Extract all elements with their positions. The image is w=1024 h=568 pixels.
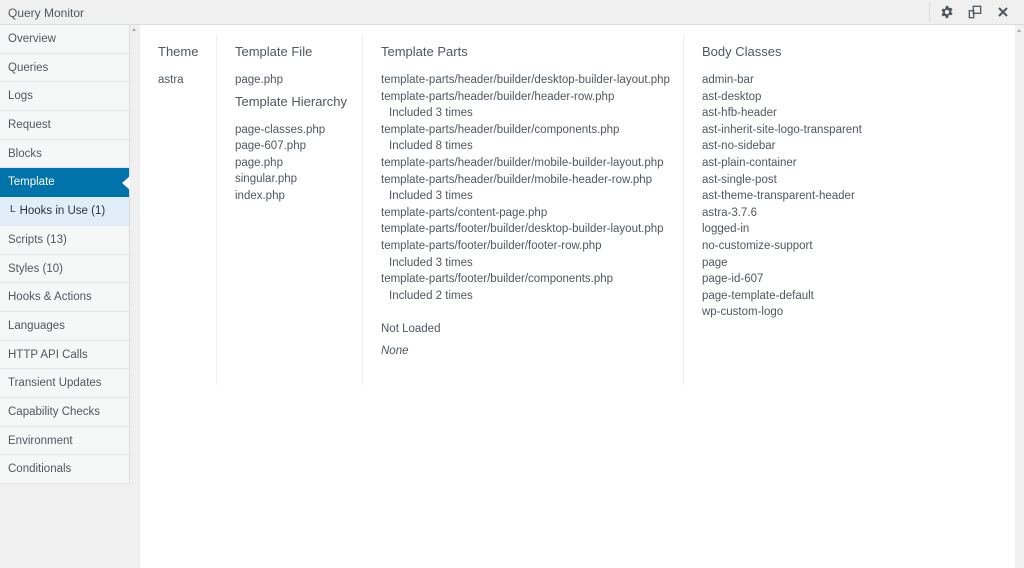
settings-button[interactable] — [936, 2, 958, 22]
template-parts-section — [363, 35, 684, 385]
template-part-path: template-parts/header/builder/desktop-builder-layout.php — [381, 74, 670, 86]
panel-menu — [0, 25, 130, 484]
menu-item-label: Hooks in Use (1) — [19, 205, 106, 218]
content-scrollbar[interactable] — [1015, 25, 1024, 568]
template-file-heading: Template File — [235, 44, 313, 59]
template-part-path: template-parts/footer/builder/footer-row.php — [381, 239, 602, 252]
theme-heading: Theme — [158, 44, 199, 59]
menu-item-request[interactable]: Request — [0, 111, 129, 140]
hierarchy-item: index.php — [235, 189, 285, 202]
hierarchy-item: page-607.php — [235, 140, 306, 153]
template-part-path: template-parts/content-page.php — [381, 206, 548, 219]
not-loaded-heading: Not Loaded — [381, 323, 441, 336]
titlebar-divider — [929, 3, 930, 21]
menu-item-http-api-calls[interactable]: HTTP API Calls — [0, 341, 129, 370]
panel-sidebar — [0, 25, 130, 568]
body-class: ast-desktop — [702, 90, 762, 103]
menu-item-template[interactable]: Template — [0, 168, 129, 197]
menu-item-capability-checks[interactable]: Capability Checks — [0, 398, 129, 427]
menu-item-conditionals[interactable]: Conditionals — [0, 455, 129, 484]
template-panel — [140, 25, 1015, 568]
menu-item-hooks-in-use[interactable] — [0, 197, 129, 226]
gear-icon — [940, 5, 954, 19]
body-class: astra-3.7.6 — [702, 206, 757, 219]
body-class: wp-custom-logo — [702, 306, 784, 319]
menu-item-environment[interactable]: Environment — [0, 427, 129, 456]
panel-title: Query Monitor — [8, 6, 85, 20]
hierarchy-item: page-classes.php — [235, 123, 326, 136]
scroll-up-arrow-icon[interactable] — [1017, 29, 1021, 32]
template-part-count: Included 3 times — [389, 107, 473, 120]
child-indicator-icon: L — [10, 204, 16, 216]
panel-titlebar — [0, 0, 1024, 25]
body-class: page — [702, 256, 728, 269]
toggle-position-button[interactable] — [964, 2, 986, 22]
body-class: page-id-607 — [702, 273, 764, 286]
template-part-count: Included 8 times — [389, 140, 473, 153]
template-hierarchy-heading: Template Hierarchy — [235, 93, 347, 109]
menu-item-overview[interactable]: Overview — [0, 25, 129, 54]
body-class: ast-inherit-site-logo-transparent — [702, 123, 862, 136]
template-file-section — [217, 35, 363, 385]
menu-item-languages[interactable]: Languages — [0, 312, 129, 341]
body-class: ast-hfb-header — [702, 107, 777, 120]
menu-item-logs[interactable]: Logs — [0, 82, 129, 111]
hierarchy-item: singular.php — [235, 173, 298, 186]
menu-item-hooks-actions[interactable]: Hooks & Actions — [0, 283, 129, 312]
menu-item-scripts[interactable]: Scripts (13) — [0, 226, 129, 255]
template-part-count: Included 3 times — [389, 190, 473, 203]
body-class: page-template-default — [702, 289, 814, 302]
template-part-count: Included 2 times — [389, 289, 473, 302]
template-part-path: template-parts/header/builder/mobile-builder-layout.php — [381, 156, 664, 169]
menu-item-styles[interactable]: Styles (10) — [0, 255, 129, 284]
not-loaded-value: None — [381, 345, 409, 358]
theme-value: astra — [158, 74, 184, 86]
body-class: ast-single-post — [702, 173, 777, 186]
scroll-up-arrow-icon[interactable] — [132, 28, 136, 31]
template-part-path: template-parts/footer/builder/components.php — [381, 273, 614, 286]
body-class: ast-plain-container — [702, 156, 797, 169]
menu-item-transient-updates[interactable]: Transient Updates — [0, 369, 129, 398]
body-class: logged-in — [702, 223, 750, 236]
template-file-value: page.php — [235, 74, 283, 86]
menu-item-blocks[interactable]: Blocks — [0, 140, 129, 169]
template-part-count: Included 3 times — [389, 256, 473, 269]
template-part-path: template-parts/header/builder/header-row.php — [381, 90, 615, 103]
template-parts-heading: Template Parts — [381, 44, 468, 59]
menu-item-queries[interactable]: Queries — [0, 54, 129, 83]
close-button[interactable] — [992, 2, 1014, 22]
body-class: admin-bar — [702, 74, 754, 86]
body-classes-heading: Body Classes — [702, 44, 782, 59]
template-part-path: template-parts/footer/builder/desktop-builder-layout.php — [381, 223, 664, 236]
body-class: ast-no-sidebar — [702, 140, 776, 153]
sidebar-scrollbar[interactable] — [130, 25, 140, 568]
dock-toggle-icon — [968, 5, 982, 19]
body-classes-section — [684, 35, 984, 385]
theme-section — [140, 35, 217, 385]
close-icon — [997, 6, 1009, 18]
body-class: no-customize-support — [702, 239, 813, 252]
template-part-path: template-parts/header/builder/components.php — [381, 123, 620, 136]
body-class: ast-theme-transparent-header — [702, 190, 855, 203]
hierarchy-item: page.php — [235, 156, 283, 169]
template-part-path: template-parts/header/builder/mobile-header-row.php — [381, 173, 653, 186]
